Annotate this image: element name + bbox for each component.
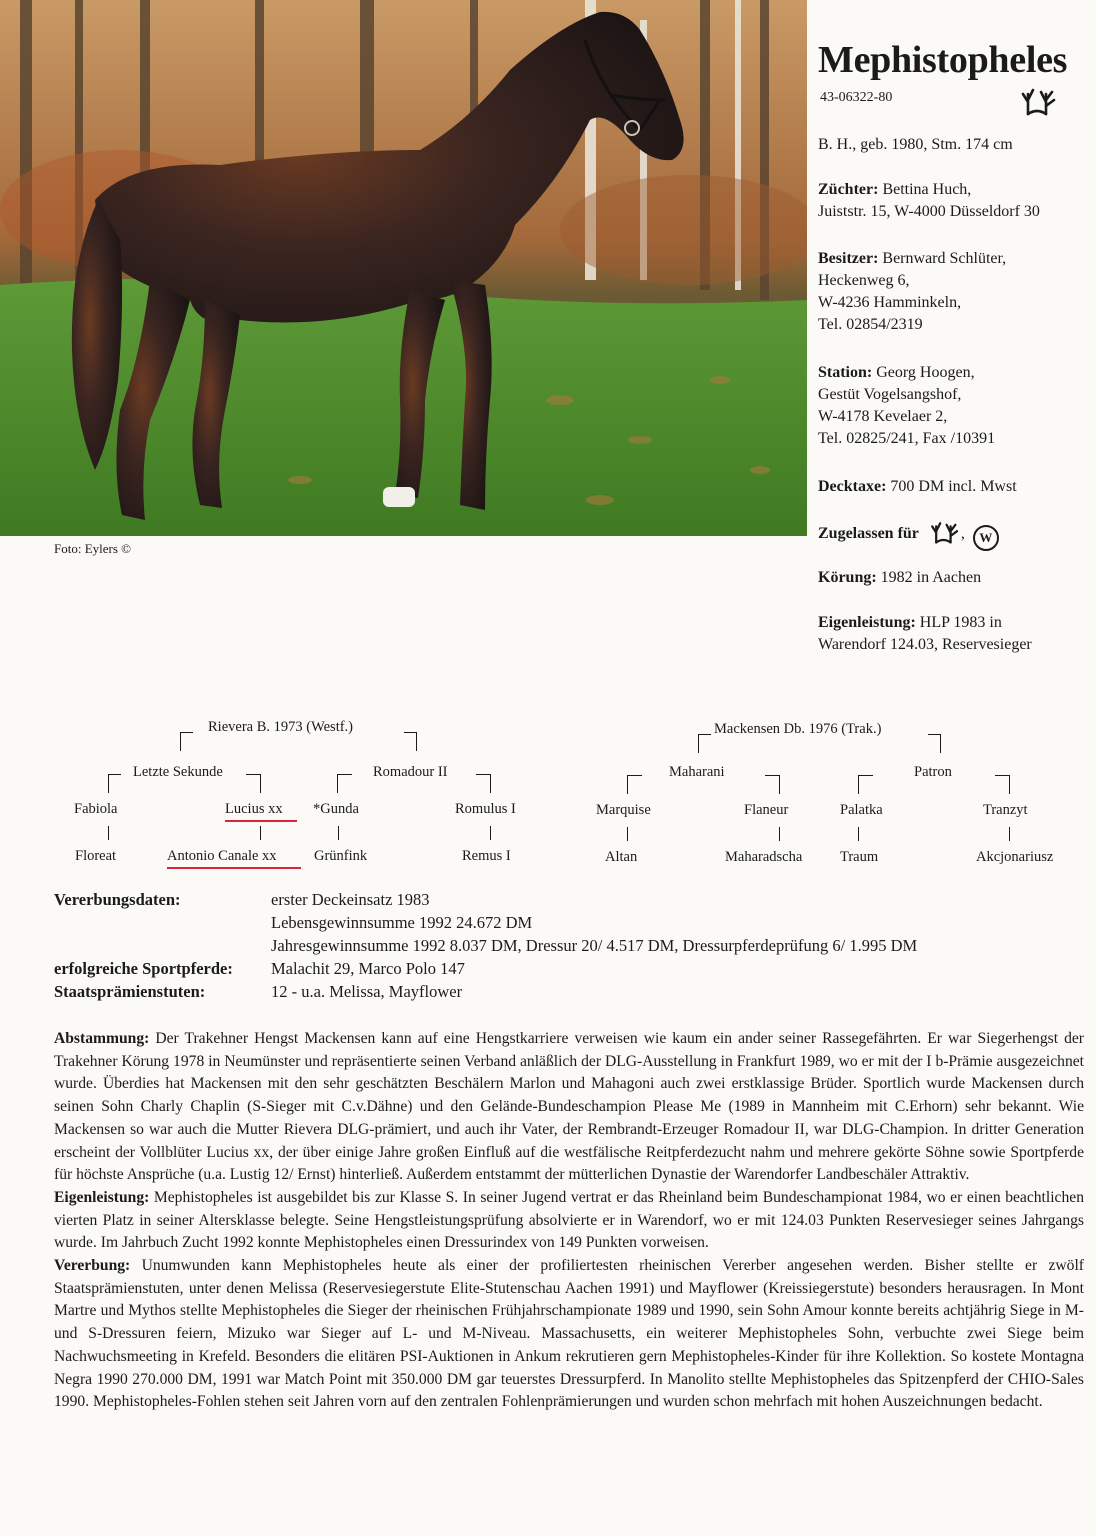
- registration-number: 43-06322-80: [820, 90, 893, 105]
- bracket-line: [765, 775, 780, 794]
- approved-line: [818, 520, 999, 551]
- breeder-name: Bettina Huch,: [882, 181, 972, 198]
- underline-lucius: [225, 820, 297, 822]
- owner-street: Heckenweg 6,: [818, 272, 910, 289]
- pedigree-antonio-canale: Antonio Canale xx: [167, 848, 277, 864]
- bracket-line: [404, 732, 417, 751]
- pedigree-marquise: Marquise: [596, 802, 651, 818]
- trakehner-antler-brand-icon: [1020, 86, 1058, 116]
- pedigree-floreat: Floreat: [75, 848, 117, 864]
- pedigree-lucius: Lucius xx: [225, 801, 283, 817]
- connector-line: [779, 827, 780, 841]
- pedigree-remus: Remus I: [462, 848, 511, 864]
- connector-line: [490, 826, 491, 840]
- pedigree-fabiola: Fabiola: [74, 801, 118, 817]
- fee-line: [818, 476, 1017, 498]
- stallion-photo: [0, 0, 807, 536]
- station-stud: Gestüt Vogelsangshof,: [818, 386, 962, 403]
- owner-label: Besitzer:: [818, 250, 879, 267]
- connector-line: [858, 827, 859, 841]
- bracket-line: [108, 774, 121, 793]
- sire-of-dam-name: Rievera B. 1973 (Westf.): [208, 719, 353, 735]
- performance-label: Eigenleistung:: [818, 614, 916, 631]
- sport-horses-label: erfolgreiche Sportpferde:: [54, 959, 233, 978]
- premium-mares-label: Staatsprämienstuten:: [54, 982, 206, 1001]
- bracket-line: [858, 775, 873, 794]
- pedigree-romulus: Romulus I: [455, 801, 516, 817]
- connector-line: [108, 826, 109, 840]
- ancestry-label: Abstammung:: [54, 1030, 150, 1047]
- pedigree-flaneur: Flaneur: [744, 802, 789, 818]
- bracket-line: [180, 732, 193, 751]
- basic-data: B. H., geb. 1980, Stm. 174 cm: [818, 136, 1013, 153]
- underline-antonio-canale: [167, 867, 301, 869]
- premium-mares-value: 12 - u.a. Melissa, Mayflower: [271, 982, 463, 1001]
- performance-l2: Warendorf 124.03, Reservesieger: [818, 636, 1032, 653]
- pedigree-traum: Traum: [840, 849, 879, 865]
- stallion-name: Mephistopheles: [818, 39, 1068, 81]
- licensing-line: [818, 567, 981, 589]
- horse-photo-illustration: [0, 0, 807, 536]
- owner-phone: Tel. 02854/2319: [818, 316, 923, 333]
- pedigree-altan: Altan: [605, 849, 638, 865]
- breeder-block: [818, 179, 1040, 223]
- pedigree: [0, 700, 1096, 880]
- pedigree-gruenfink: Grünfink: [314, 848, 368, 864]
- bracket-line: [995, 775, 1010, 794]
- sport-horses-value: Malachit 29, Marco Polo 147: [271, 959, 465, 978]
- breeder-label: Züchter:: [818, 181, 879, 198]
- owner-name: Bernward Schlüter,: [882, 250, 1007, 267]
- bracket-line: [698, 734, 711, 753]
- pedigree-maharadscha: Maharadscha: [725, 849, 803, 865]
- station-name: Georg Hoogen,: [876, 364, 975, 381]
- licensing-value: 1982 in Aachen: [880, 569, 982, 586]
- dam-sire-name: Mackensen Db. 1976 (Trak.): [714, 721, 882, 737]
- pedigree-romadour: Romadour II: [373, 764, 448, 780]
- fee-value: 700 DM incl. Mwst: [890, 478, 1017, 495]
- westfalen-brand-icon: W: [973, 525, 999, 551]
- approved-label: Zugelassen für: [818, 525, 919, 542]
- inheritance-first-cover: erster Deckeinsatz 1983: [271, 890, 430, 909]
- connector-line: [627, 827, 628, 841]
- bracket-line: [337, 774, 352, 793]
- station-city: W-4178 Kevelaer 2,: [818, 408, 948, 425]
- own-performance-text: Mephistopheles ist ausgebildet bis zur Klasse S. In seiner Jugend vertrat er das Rheinland beim Bundeschampionat 1984, wo er einen beachtlichen vierten Platz in seiner Altersklasse belegte. Seine Hengstleistungsprüfung absolvierte er in Warendorf, wo er mit 124.03 Punkten Reservesieger seines Jahrgangs wurde. Im Jahrbuch Zucht 1992 konnte Mephistopheles einen Dressurindex von 149 Punkten vorweisen.: [54, 1188, 1084, 1252]
- connector-line: [260, 826, 261, 840]
- performance-block: [818, 612, 1032, 656]
- bracket-line: [928, 734, 941, 753]
- performance-l1: HLP 1983 in: [919, 614, 1002, 631]
- station-phone: Tel. 02825/241, Fax /10391: [818, 430, 996, 447]
- bracket-line: [627, 775, 642, 794]
- photo-credit: Foto: Eylers ©: [54, 541, 132, 556]
- station-label: Station:: [818, 364, 873, 381]
- pedigree-maharani: Maharani: [669, 764, 725, 780]
- licensing-label: Körung:: [818, 569, 877, 586]
- bracket-line: [246, 774, 261, 793]
- heredity-text: Unumwunden kann Mephistopheles heute als einer der profiliertesten rheinischen Vererber angesehen werden. Bisher stellte er zwölf Staatsprämienstuten, unter denen Melissa (Reservesiegerstute Elite-Stutenschau Aachen 1991) und Mayflower (Kreissiegerstute) besonders herausragen. In Mont Martre und Mythos stellte Mephistopheles die Sieger der rheinischen Frühjahrschampionate 1989 und 1990, sein Sohn Amour konnte bereits achtjährig Siege in M- und S-Dressuren feiern, Mizuko war Sieger auf L- und M-Niveau. Massachusetts, ein weiterer Mephistopheles Sohn, verbuchte zwei Siege beim Nachwuchsmeeting in Krefeld. Besonders die elitären PSI-Auktionen in Ankum rekrutieren gern Mephistopheles-Kinder für ihre Kollektion. So kostete Montagna Negra 1990 270.000 DM, 1991 war Match Point mit 350.000 DM gar teuerstes Dressurpferd. In Manolito stellte Mephistopheles das Spitzenpferd der CHIO-Sales 1990. Mephistopheles-Fohlen stehen seit Jahren vorn auf den zentralen Fohlenprämierungen und wurden schon mehrfach mit hohen Auszeichnungen bedacht.: [54, 1257, 1084, 1411]
- approved-separator: ,: [960, 525, 965, 542]
- breeder-address: Juiststr. 15, W-4000 Düsseldorf 30: [818, 203, 1040, 220]
- fee-label: Decktaxe:: [818, 478, 887, 495]
- pedigree-palatka: Palatka: [840, 802, 883, 818]
- pedigree-gunda: *Gunda: [313, 801, 359, 817]
- pedigree-akcjonariusz: Akcjonariusz: [976, 849, 1054, 865]
- inheritance-lifetime: Lebensgewinnsumme 1992 24.672 DM: [271, 913, 533, 932]
- paragraph-performance: [54, 1187, 1084, 1255]
- station-block: [818, 362, 995, 450]
- connector-line: [1009, 827, 1010, 841]
- inheritance-year: Jahresgewinnsumme 1992 8.037 DM, Dressur 20/ 4.517 DM, Dressurpferdeprüfung 6/ 1.995 DM: [271, 936, 918, 955]
- ancestry-text: Der Trakehner Hengst Mackensen kann auf eine Hengstkarriere verweisen wie kaum ein ander seiner Rassegefährten. Er war Siegerhengst der Trakehner Körung 1978 in Neumünster und repräsentierte seinen Verband anläßlich der DLG-Ausstellung in Frankfurt 1989, wo er mit der I b-Prämie ausgezeichnet wurde. Überdies hat Mackensen mit den sehr geschätzten Beschälern Marlon und Mahagoni auch zwei erstklassige Brüder. Sportlich wurde Mackensen durch seinen Sohn Charly Chaplin (S-Sieger mit C.v.Dähne) und den Gelände-Bundeschampion Please Me (1989 in Mannheim mit C.Erhorn) sehr bekannt. Wie Mackensen so war auch die Mutter Rievera DLG-prämiert, und auch ihr Vater, der Rembrandt-Erzeuger Romadour II, war DLG-Champion. In dritter Generation erscheint der Vollblüter Lucius xx, der über einige Jahre großen Einfluß auf die westfälische Reitpferdezucht nahm und mehrere gekörte Söhne sowie Sportpferde für höchste Ansprüche (u.a. Lustig 12/ Ernst) hinterließ. Außerdem entstammt der mütterlichen Dynastie der Warendorfer Landbeschäler Attraktiv.: [54, 1030, 1084, 1184]
- bracket-line: [476, 774, 491, 793]
- pedigree-letzte-sekunde: Letzte Sekunde: [133, 764, 223, 780]
- heredity-label: Vererbung:: [54, 1257, 131, 1275]
- own-performance-label: Eigenleistung:: [54, 1188, 150, 1206]
- paragraph-ancestry: [54, 1028, 1084, 1187]
- paragraph-heredity: [54, 1255, 1084, 1414]
- pedigree-patron: Patron: [914, 764, 952, 780]
- inheritance-label: Vererbungsdaten:: [54, 890, 181, 909]
- owner-block: [818, 248, 1006, 336]
- pedigree-tranzyt: Tranzyt: [983, 802, 1028, 818]
- description-text: [54, 1028, 1084, 1414]
- connector-line: [338, 826, 339, 840]
- owner-city: W-4236 Hamminkeln,: [818, 294, 962, 311]
- trakehner-brand-small-icon: [929, 520, 961, 544]
